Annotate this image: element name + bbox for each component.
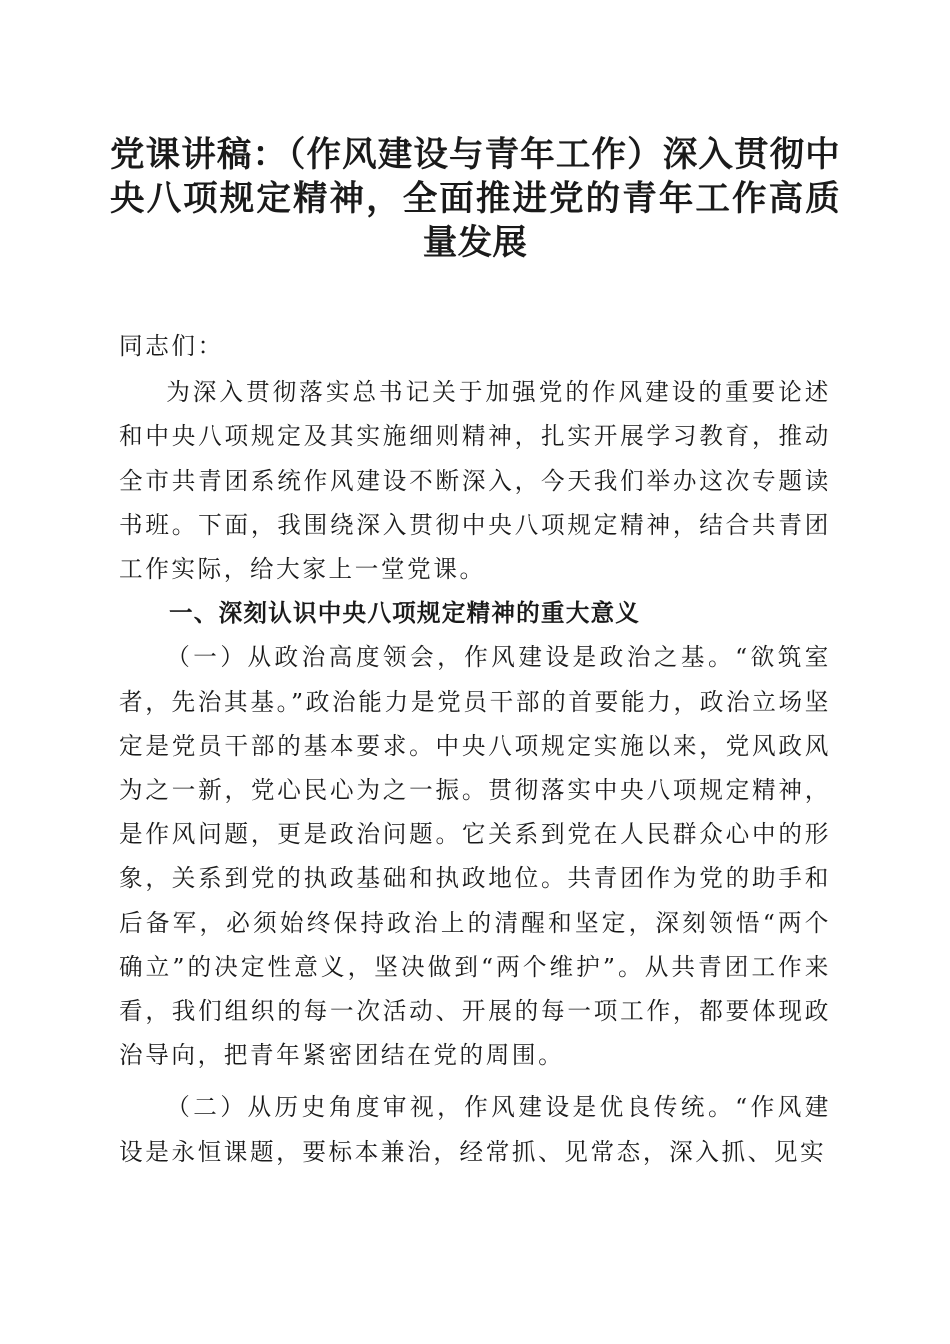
paragraph-historical: （二）从历史角度审视，作风建设是优良传统。“作风建设是永恒课题，要标本兼治，经常抓、见常态，深入抓、见实 (119, 1093, 831, 1166)
intro-paragraph: 为深入贯彻落实总书记关于加强党的作风建设的重要论述和中央八项规定及其实施细则精神，扎实开展学习教育，推动全市共青团系统作风建设不断深入，今天我们举办这次专题读书班。下面，我围绕深入贯彻中央八项规定精神，结合共青团工作实际，给大家上一堂党课。 (119, 378, 831, 584)
document-body (119, 324, 831, 1174)
section-heading: 一、深刻认识中央八项规定精神的重大意义 (169, 599, 641, 628)
paragraph-political: （一）从政治高度领会，作风建设是政治之基。“欲筑室者，先治其基。”政治能力是党员干部的首要能力，政治立场坚定是党员干部的基本要求。中央八项规定实施以来，党风政风为之一新，党心民心为之一振。贯彻落实中央八项规定精神，是作风问题，更是政治问题。它关系到党在人民群众心中的形象，关系到党的执政基础和执政地位。共青团作为党的助手和后备军，必须始终保持政治上的清醒和坚定，深刻领悟“两个确立”的决定性意义，坚决做到“两个维护”。从共青团工作来看，我们组织的每一次活动、开展的每一项工作，都要体现政治导向，把青年紧密团结在党的周围。 (119, 643, 831, 1070)
document-title: 党课讲稿：（作风建设与青年工作）深入贯彻中央八项规定精神，全面推进党的青年工作高质量发展 (110, 135, 840, 263)
salutation: 同志们： (119, 332, 224, 360)
